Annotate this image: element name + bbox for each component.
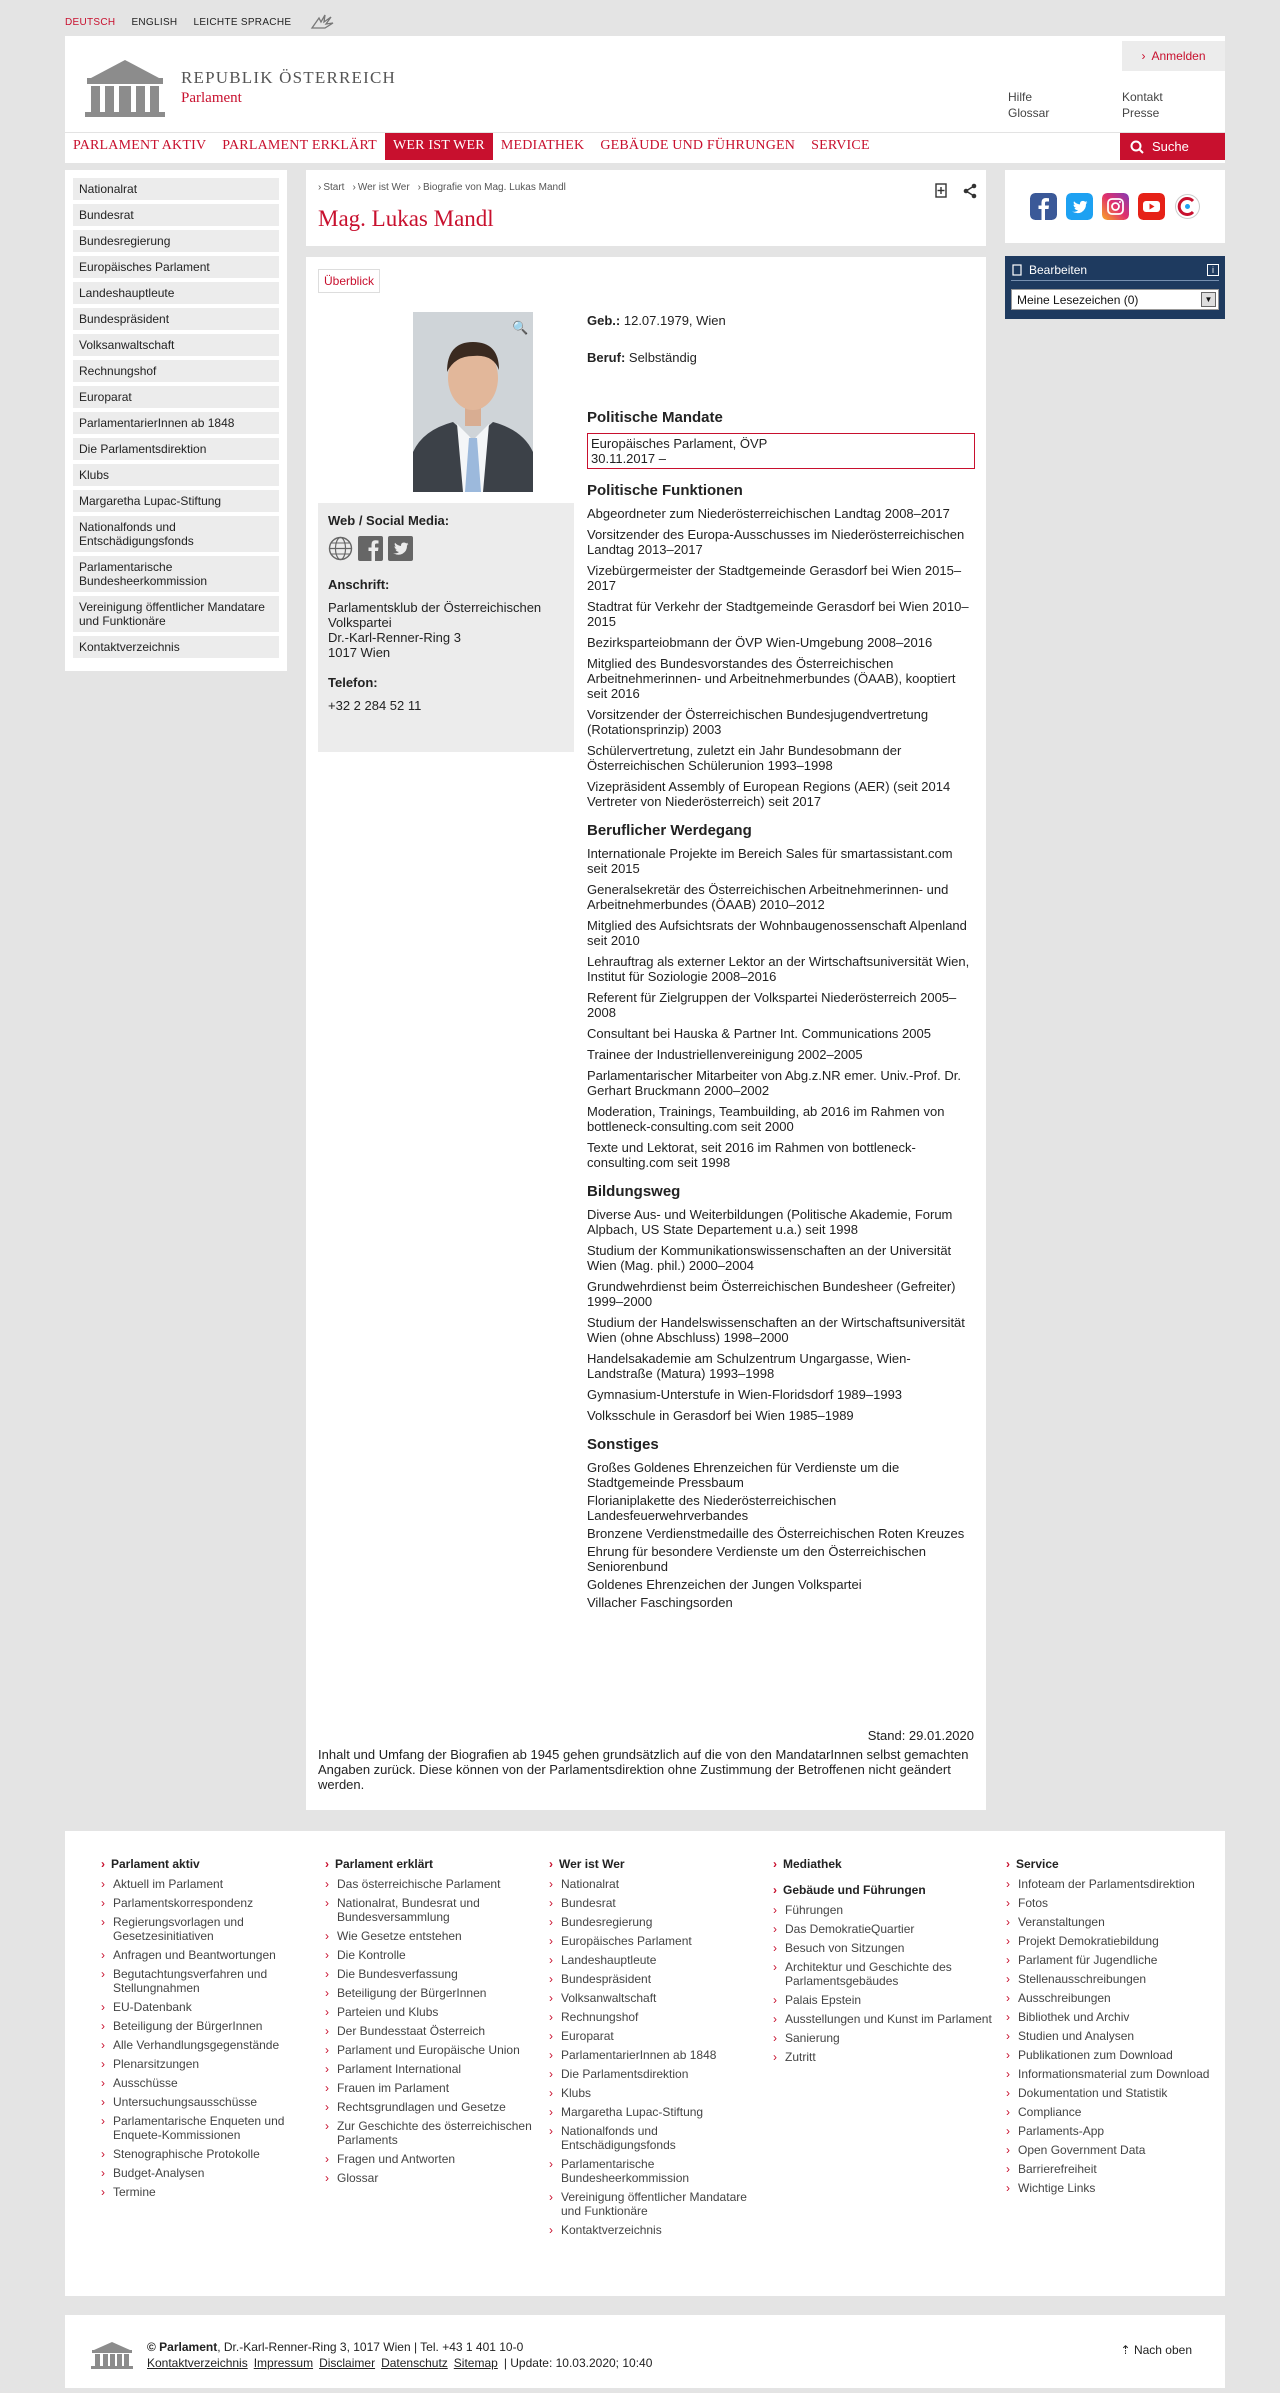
- footer-heading[interactable]: › Parlament aktiv: [101, 1857, 325, 1871]
- phone-heading: Telefon:: [328, 675, 378, 690]
- page-title: Mag. Lukas Mandl: [318, 206, 494, 231]
- footer-link[interactable]: › Aktuell im Parlament: [101, 1877, 325, 1891]
- contact-link[interactable]: Kontakt: [1122, 90, 1163, 104]
- footer-link[interactable]: › Rechnungshof: [549, 2010, 773, 2024]
- footer-link[interactable]: › Open Government Data: [1006, 2143, 1236, 2157]
- mandate-title: Europäisches Parlament, ÖVP: [591, 436, 768, 451]
- site-header: [65, 36, 1225, 163]
- footer-link[interactable]: › Regierungsvorlagen und Gesetzesinitiativen: [101, 1915, 325, 1943]
- footer-link[interactable]: › Stellenausschreibungen: [1006, 1972, 1236, 1986]
- list-item: Internationale Projekte im Bereich Sales für smartassistant.com seit 2015: [587, 846, 953, 876]
- arrow-up-icon: ⇡: [1120, 2343, 1131, 2357]
- footer-link[interactable]: › Die Bundesverfassung: [325, 1967, 549, 1981]
- footer-heading[interactable]: › Gebäude und Führungen: [773, 1883, 1006, 1897]
- last-updated: Stand: 29.01.2020: [867, 1728, 974, 1743]
- footer-link[interactable]: › Veranstaltungen: [1006, 1915, 1236, 1929]
- parliament-logo-icon: [90, 2340, 134, 2370]
- page-actions: [932, 182, 978, 200]
- list-item: Parlamentarischer Mitarbeiter von Abg.z.NR emer. Univ.-Prof. Dr. Gerhart Bruckmann 2000–2002: [587, 1068, 961, 1098]
- footer-link[interactable]: › Fragen und Antworten: [325, 2152, 549, 2166]
- sidebar-item-parlamentsdirektion[interactable]: Die Parlamentsdirektion: [73, 438, 279, 460]
- sidebar-item-bundesheerkommission[interactable]: Parlamentarische Bundesheerkommission: [73, 556, 279, 592]
- footer-col-wer-ist-wer: [549, 1857, 773, 2296]
- footer-link[interactable]: › Sanierung: [773, 2031, 1006, 2045]
- list-item: Vizebürgermeister der Stadtgemeinde Gerasdorf bei Wien 2015–2017: [587, 563, 962, 593]
- footer-col-parlament-erklaert: [325, 1857, 549, 2296]
- footer-link[interactable]: › Untersuchungsausschüsse: [101, 2095, 325, 2109]
- list-item: Goldenes Ehrenzeichen der Jungen Volkspartei: [587, 1577, 862, 1592]
- footer-link[interactable]: › Zur Geschichte des österreichischen Parlaments: [325, 2119, 549, 2147]
- sidebar-item-bundespraesident[interactable]: Bundespräsident: [73, 308, 279, 330]
- phone-number[interactable]: +32 2 284 52 11: [328, 698, 422, 713]
- footer-link[interactable]: › Die Kontrolle: [325, 1948, 549, 1962]
- sidebar-item-rechnungshof[interactable]: Rechnungshof: [73, 360, 279, 382]
- list-item: Vorsitzender der Österreichischen Bundesjugendvertretung (Rotationsprinzip) 2003: [587, 707, 929, 737]
- footer-link[interactable]: › Volksanwaltschaft: [549, 1991, 773, 2005]
- title-card: [306, 170, 986, 246]
- press-link[interactable]: Presse: [1122, 106, 1160, 120]
- footer-link[interactable]: › Ausschüsse: [101, 2076, 325, 2090]
- footer-link[interactable]: › Das DemokratieQuartier: [773, 1922, 1006, 1936]
- sidebar-item-europarat[interactable]: Europarat: [73, 386, 279, 408]
- footer-link[interactable]: › Barrierefreiheit: [1006, 2162, 1236, 2176]
- share-icon[interactable]: [962, 182, 978, 200]
- footer-link[interactable]: › Alle Verhandlungsgegenstände: [101, 2038, 325, 2052]
- footer-link[interactable]: › Bundesregierung: [549, 1915, 773, 1929]
- functions-heading: Politische Funktionen: [587, 482, 743, 499]
- nav-gebaeude[interactable]: GEBÄUDE UND FÜHRUNGEN: [600, 138, 796, 153]
- footer-link[interactable]: › Frauen im Parlament: [325, 2081, 549, 2095]
- footer-link[interactable]: › Palais Epstein: [773, 1993, 1006, 2007]
- parlament-app-icon[interactable]: [1174, 193, 1201, 220]
- footer-link[interactable]: › Fotos: [1006, 1896, 1236, 1910]
- bookmarks-value: Meine Lesezeichen (0): [1017, 292, 1139, 307]
- list-item: Diverse Aus- und Weiterbildungen (Politische Akademie, Forum Alpbach, US State Departement u.a.) seit 1998: [587, 1207, 953, 1237]
- tab-ueberblick[interactable]: Überblick: [318, 269, 380, 293]
- glossary-link[interactable]: Glossar: [1008, 106, 1050, 120]
- footer-info: [147, 2339, 652, 2371]
- footer-link[interactable]: › Nationalrat, Bundesrat und Bundesversammlung: [325, 1896, 549, 1924]
- zoom-icon[interactable]: 🔍: [512, 320, 529, 335]
- chevron-right-icon: ›: [1141, 49, 1146, 63]
- footer-link[interactable]: › Compliance: [1006, 2105, 1236, 2119]
- footer-link[interactable]: › ParlamentarierInnen ab 1848: [549, 2048, 773, 2062]
- list-item: Gymnasium-Unterstufe in Wien-Floridsdorf 1989–1993: [587, 1387, 903, 1402]
- footer-link[interactable]: › Klubs: [549, 2086, 773, 2100]
- list-item: Mitglied des Aufsichtsrats der Wohnbaugenossenschaft Alpenland seit 2010: [587, 918, 967, 948]
- footer-link[interactable]: › Begutachtungsverfahren und Stellungnahmen: [101, 1967, 325, 1995]
- footer-link[interactable]: › Besuch von Sitzungen: [773, 1941, 1006, 1955]
- footer-link[interactable]: › Plenarsitzungen: [101, 2057, 325, 2071]
- list-item: Moderation, Trainings, Teambuilding, ab 2016 im Rahmen von bottleneck-consulting.com seit 2000: [587, 1104, 945, 1134]
- bottom-bar: [65, 2315, 1225, 2388]
- footer-link[interactable]: › Kontaktverzeichnis: [549, 2223, 773, 2237]
- breadcrumb: [318, 182, 566, 193]
- footer-link[interactable]: › Parlament International: [325, 2062, 549, 2076]
- portrait-photo[interactable]: [413, 312, 533, 492]
- footer-link[interactable]: › Anfragen und Beantwortungen: [101, 1948, 325, 1962]
- birth-label: Geb.:: [587, 313, 621, 328]
- youtube-icon[interactable]: [1138, 193, 1165, 220]
- parliament-logo-icon: [81, 56, 169, 118]
- sidebar-item-landeshauptleute[interactable]: Landeshauptleute: [73, 282, 279, 304]
- language-bar: [65, 14, 1225, 30]
- other-heading: Sonstiges: [587, 1436, 659, 1453]
- footer-link[interactable]: › Vereinigung öffentlicher Mandatare und Funktionäre: [549, 2190, 773, 2218]
- info-icon[interactable]: i: [1207, 264, 1219, 276]
- sidebar-item-vereinigung[interactable]: Vereinigung öffentlicher Mandatare und Funktionäre: [73, 596, 279, 632]
- footer-link[interactable]: › Informationsmaterial zum Download: [1006, 2067, 1236, 2081]
- link-datenschutz[interactable]: Datenschutz: [381, 2356, 448, 2370]
- biography-details: [587, 313, 975, 1613]
- bookmark-add-icon[interactable]: [932, 182, 950, 200]
- chevron-down-icon: ▼: [1201, 292, 1216, 307]
- mandates-heading: Politische Mandate: [587, 409, 723, 426]
- list-item: Vizepräsident Assembly of European Regions (AER) (seit 2014 Vertreter von Niederösterreich) seit 2017: [587, 779, 951, 809]
- birth-value: 12.07.1979, Wien: [623, 313, 726, 328]
- nav-wer-ist-wer[interactable]: WER IST WER: [385, 133, 493, 160]
- footer-link[interactable]: › Nationalrat: [549, 1877, 773, 1891]
- twitter-icon[interactable]: [388, 536, 413, 561]
- lang-english[interactable]: ENGLISH: [131, 16, 178, 28]
- login-label: Anmelden: [1151, 49, 1206, 63]
- job-label: Beruf:: [587, 350, 626, 365]
- job-row: [587, 350, 975, 365]
- logo[interactable]: [81, 56, 396, 118]
- footer-heading[interactable]: › Parlament erklärt: [325, 1857, 549, 1871]
- back-to-top-button[interactable]: [1121, 2343, 1192, 2357]
- lang-leichte-sprache[interactable]: LEICHTE SPRACHE: [193, 16, 292, 28]
- disclaimer-text: Inhalt und Umfang der Biografien ab 1945 gehen grundsätzlich auf die von den MandatarInnen selbst gemachten Angaben zurück. Diese können von der Parlamentsdirektion ohne Zustimmung der Betroffenen nicht geändert werden.: [318, 1747, 969, 1792]
- footer-col-service: [1006, 1857, 1236, 2296]
- footer-link[interactable]: › Parlamentskorrespondenz: [101, 1896, 325, 1910]
- sidebar: [65, 170, 287, 671]
- footer-link[interactable]: › EU-Datenbank: [101, 2000, 325, 2014]
- sidebar-item-bundesregierung[interactable]: Bundesregierung: [73, 230, 279, 252]
- list-item: Referent für Zielgruppen der Volkspartei Niederösterreich 2005–2008: [587, 990, 957, 1020]
- list-item: Vorsitzender des Europa-Ausschusses im Niederösterreichischen Landtag 2013–2017: [587, 527, 965, 557]
- sidebar-item-nationalfonds[interactable]: Nationalfonds und Entschädigungsfonds: [73, 516, 279, 552]
- twitter-icon[interactable]: [1066, 193, 1093, 220]
- nav-service[interactable]: SERVICE: [811, 138, 870, 153]
- lang-deutsch[interactable]: DEUTSCH: [65, 16, 116, 28]
- contact-box: [318, 503, 574, 752]
- address-line: Parlamentsklub der Österreichischen Volkspartei: [328, 600, 542, 630]
- list-item: Florianiplakette des Niederösterreichischen Landesfeuerwehrverbandes: [587, 1493, 837, 1523]
- social-links: [328, 536, 564, 561]
- footer-link[interactable]: › Studien und Analysen: [1006, 2029, 1236, 2043]
- career-heading: Beruflicher Werdegang: [587, 822, 752, 839]
- list-item: Stadtrat für Verkehr der Stadtgemeinde Gerasdorf bei Wien 2010–2015: [587, 599, 969, 629]
- link-kontaktverzeichnis[interactable]: Kontaktverzeichnis: [147, 2356, 248, 2370]
- list-item: Bronzene Verdienstmedaille des Österreichischen Roten Kreuzes: [587, 1526, 965, 1541]
- nav-mediathek[interactable]: MEDIATHEK: [500, 138, 585, 153]
- footer-link[interactable]: › Infoteam der Parlamentsdirektion: [1006, 1877, 1236, 1891]
- address-line: 1017 Wien: [328, 645, 391, 660]
- sidebar-item-volksanwaltschaft[interactable]: Volksanwaltschaft: [73, 334, 279, 356]
- footer-link[interactable]: › Stenographische Protokolle: [101, 2147, 325, 2161]
- list-item: Schülervertretung, zuletzt ein Jahr Bundesobmann der Österreichischen Schülerunion 1993–1998: [587, 743, 902, 773]
- sidebar-item-klubs[interactable]: Klubs: [73, 464, 279, 486]
- footer-link[interactable]: › Projekt Demokratiebildung: [1006, 1934, 1236, 1948]
- footer-sitemap: [65, 1831, 1225, 2296]
- link-disclaimer[interactable]: Disclaimer: [319, 2356, 376, 2370]
- list-item: Consultant bei Hauska & Partner Int. Communications 2005: [587, 1026, 931, 1041]
- social-media-card: [1005, 170, 1225, 243]
- list-item: Generalsekretär des Österreichischen Arbeitnehmerinnen- und Arbeitnehmerbundes (ÖAAB) 2010–2012: [587, 882, 949, 912]
- logo-title: REPUBLIK ÖSTERREICH: [181, 67, 397, 87]
- job-value: Selbständig: [628, 350, 697, 365]
- globe-icon[interactable]: [328, 536, 353, 561]
- main-navigation: [65, 132, 1225, 159]
- footer-link[interactable]: › Beteiligung der BürgerInnen: [325, 1986, 549, 2000]
- biography-card: [306, 257, 986, 1810]
- search-label: Suche: [1152, 139, 1189, 154]
- sidebar-item-lupac-stiftung[interactable]: Margaretha Lupac-Stiftung: [73, 490, 279, 512]
- list-item: Texte und Lektorat, seit 2016 im Rahmen von bottleneck-consulting.com seit 1998: [587, 1140, 916, 1170]
- footer-heading[interactable]: › Mediathek: [773, 1857, 1006, 1871]
- footer-link[interactable]: › Führungen: [773, 1903, 1006, 1917]
- facebook-icon[interactable]: [358, 536, 383, 561]
- footer-link[interactable]: › Bundesrat: [549, 1896, 773, 1910]
- login-button[interactable]: [1122, 41, 1225, 71]
- list-item: Großes Goldenes Ehrenzeichen für Verdienste um die Stadtgemeinde Pressbaum: [587, 1460, 900, 1490]
- footer-heading[interactable]: › Wer ist Wer: [549, 1857, 773, 1871]
- footer-link[interactable]: › Beteiligung der BürgerInnen: [101, 2019, 325, 2033]
- list-item: Mitglied des Bundesvorstandes des Österreichischen Arbeitnehmerinnen- und Arbeitnehmerbundes (ÖAAB), kooptiert seit 2016: [587, 656, 956, 701]
- footer-address: , Dr.-Karl-Renner-Ring 3, 1017 Wien | Tel. +43 1 401 10-0: [217, 2340, 524, 2354]
- bookmarks-select[interactable]: [1011, 289, 1219, 310]
- sidebar-item-eu-parlament[interactable]: Europäisches Parlament: [73, 256, 279, 278]
- edit-panel-header: [1011, 259, 1219, 281]
- list-item: Studium der Handelswissenschaften an der Wirtschaftsuniversität Wien (ohne Abschluss) 1998–2000: [587, 1315, 965, 1345]
- footer-col-parlament-aktiv: [101, 1857, 325, 2296]
- logo-subtitle: Parlament: [181, 89, 242, 106]
- footer-link[interactable]: › Ausstellungen und Kunst im Parlament: [773, 2012, 1006, 2026]
- list-item: Villacher Faschingsorden: [587, 1595, 733, 1610]
- footer-link[interactable]: › Parlamentarische Bundesheerkommission: [549, 2157, 773, 2185]
- footer-link[interactable]: › Europarat: [549, 2029, 773, 2043]
- footer-link[interactable]: › Dokumentation und Statistik: [1006, 2086, 1236, 2100]
- footer-link[interactable]: › Glossar: [325, 2171, 549, 2185]
- footer-link[interactable]: › Nationalfonds und Entschädigungsfonds: [549, 2124, 773, 2152]
- address: [328, 600, 564, 660]
- sidebar-item-parlamentarier-1848[interactable]: ParlamentarierInnen ab 1848: [73, 412, 279, 434]
- utility-links: [1008, 90, 1212, 120]
- footer-link[interactable]: › Zutritt: [773, 2050, 1006, 2064]
- footer-link[interactable]: › Architektur und Geschichte des Parlamentsgebäudes: [773, 1960, 1006, 1988]
- list-item: Handelsakademie am Schulzentrum Ungargasse, Wien-Landstraße (Matura) 1993–1998: [587, 1351, 911, 1381]
- footer-link[interactable]: › Bibliothek und Archiv: [1006, 2010, 1236, 2024]
- footer-link[interactable]: › Landeshauptleute: [549, 1953, 773, 1967]
- footer-link[interactable]: › Termine: [101, 2185, 325, 2199]
- footer-col-mediathek: [773, 1857, 1006, 2296]
- web-heading: Web / Social Media:: [328, 513, 450, 528]
- footer-link[interactable]: › Der Bundesstaat Österreich: [325, 2024, 549, 2038]
- mandate-period: 30.11.2017 –: [591, 451, 666, 466]
- footer-link[interactable]: › Parlaments-App: [1006, 2124, 1236, 2138]
- birth-row: [587, 313, 975, 328]
- instagram-icon[interactable]: [1102, 193, 1129, 220]
- list-item: Grundwehrdienst beim Österreichischen Bundesheer (Gefreiter) 1999–2000: [587, 1279, 956, 1309]
- list-item: Studium der Kommunikationswissenschaften an der Universität Wien (Mag. phil.) 2000–2004: [587, 1243, 952, 1273]
- address-line: Dr.-Karl-Renner-Ring 3: [328, 630, 461, 645]
- search-button[interactable]: [1120, 133, 1225, 160]
- bookmark-icon: [1011, 264, 1023, 276]
- education-heading: Bildungsweg: [587, 1183, 681, 1200]
- update-time: | Update: 10.03.2020; 10:40: [503, 2356, 653, 2370]
- back-to-top-label: Nach oben: [1133, 2343, 1192, 2357]
- nav-parlament-erklaert[interactable]: PARLAMENT ERKLÄRT: [222, 138, 377, 153]
- footer-link[interactable]: › Wichtige Links: [1006, 2181, 1236, 2195]
- link-sitemap[interactable]: Sitemap: [453, 2356, 498, 2370]
- help-link[interactable]: Hilfe: [1008, 90, 1033, 104]
- sidebar-item-kontaktverzeichnis[interactable]: Kontaktverzeichnis: [73, 636, 279, 658]
- footer-link[interactable]: › Parlament für Jugendliche: [1006, 1953, 1236, 1967]
- search-icon: [1130, 140, 1144, 154]
- link-impressum[interactable]: Impressum: [253, 2356, 314, 2370]
- list-item: Abgeordneter zum Niederösterreichischen Landtag 2008–2017: [587, 506, 950, 521]
- footer-link[interactable]: › Rechtsgrundlagen und Gesetze: [325, 2100, 549, 2114]
- footer-heading[interactable]: › Service: [1006, 1857, 1236, 1871]
- list-item: Lehrauftrag als externer Lektor an der Wirtschaftsuniversität Wien, Institut für Soziologie 2008–2016: [587, 954, 970, 984]
- breadcrumb-item[interactable]: › Start: [318, 182, 344, 193]
- breadcrumb-item[interactable]: › Wer ist Wer: [352, 182, 409, 193]
- footer-link[interactable]: › Ausschreibungen: [1006, 1991, 1236, 2005]
- footer-link[interactable]: › Budget-Analysen: [101, 2166, 325, 2180]
- footer-link[interactable]: › Europäisches Parlament: [549, 1934, 773, 1948]
- footer-link[interactable]: › Bundespräsident: [549, 1972, 773, 1986]
- list-item: Bezirksparteiobmann der ÖVP Wien-Umgebung 2008–2016: [587, 635, 933, 650]
- sidebar-item-nationalrat[interactable]: Nationalrat: [73, 178, 279, 200]
- footer-link[interactable]: › Parlamentarische Enqueten und Enquete-Kommissionen: [101, 2114, 325, 2142]
- address-heading: Anschrift:: [328, 577, 390, 592]
- footer-link[interactable]: › Parlament und Europäische Union: [325, 2043, 549, 2057]
- footer-link[interactable]: › Margaretha Lupac-Stiftung: [549, 2105, 773, 2119]
- list-item: Ehrung für besondere Verdienste um den Österreichischen Seniorenbund: [587, 1544, 926, 1574]
- edit-label[interactable]: Bearbeiten: [1029, 262, 1088, 277]
- footer-link[interactable]: › Die Parlamentsdirektion: [549, 2067, 773, 2081]
- edit-panel: [1005, 256, 1225, 319]
- footer-link[interactable]: › Wie Gesetze entstehen: [325, 1929, 549, 1943]
- breadcrumb-item: › Biografie von Mag. Lukas Mandl: [418, 182, 566, 193]
- nav-parlament-aktiv[interactable]: PARLAMENT AKTIV: [73, 138, 207, 153]
- sign-language-icon[interactable]: [309, 13, 335, 31]
- copyright: © Parlament: [147, 2340, 218, 2354]
- list-item: Trainee der Industriellenvereinigung 2002–2005: [587, 1047, 863, 1062]
- facebook-icon[interactable]: [1030, 193, 1057, 220]
- mandate-entry: [587, 433, 975, 469]
- footer-link[interactable]: › Parteien und Klubs: [325, 2005, 549, 2019]
- footer-link[interactable]: › Das österreichische Parlament: [325, 1877, 549, 1891]
- list-item: Volksschule in Gerasdorf bei Wien 1985–1989: [587, 1408, 854, 1423]
- sidebar-item-bundesrat[interactable]: Bundesrat: [73, 204, 279, 226]
- footer-link[interactable]: › Publikationen zum Download: [1006, 2048, 1236, 2062]
